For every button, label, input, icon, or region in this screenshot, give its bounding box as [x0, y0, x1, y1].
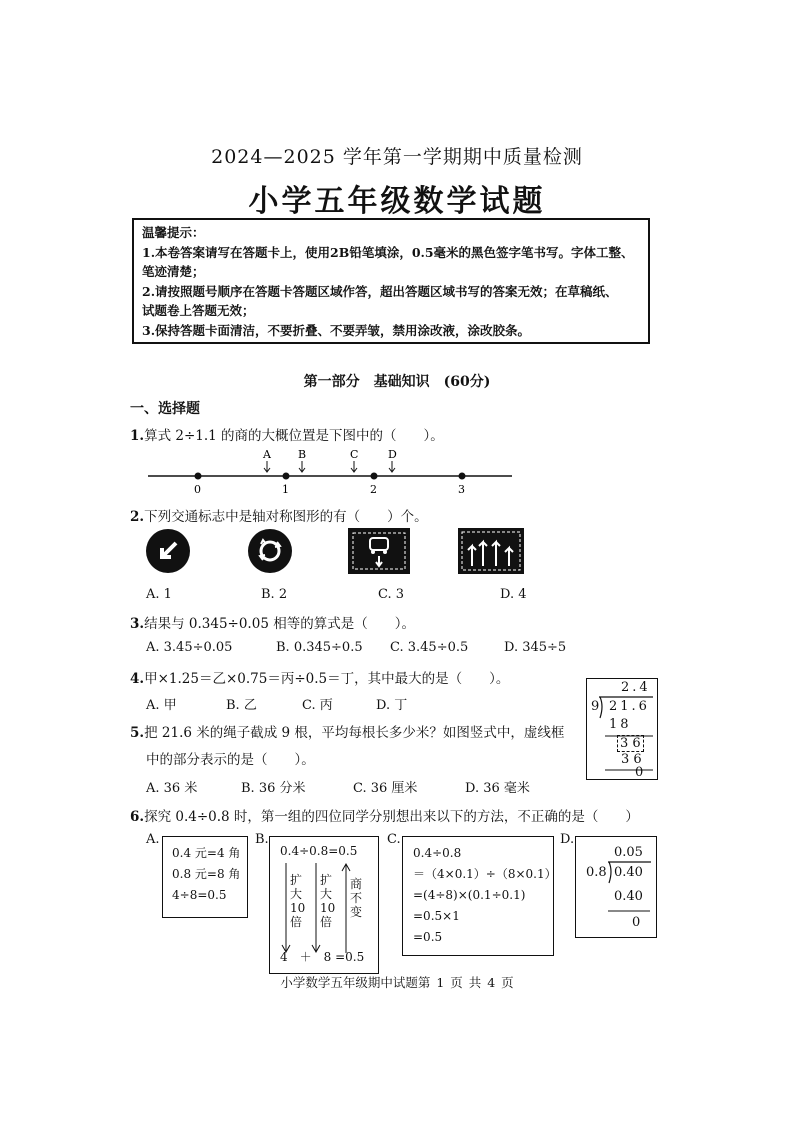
question-number: 2.	[130, 509, 145, 525]
option-b[interactable]: B. 2	[261, 587, 288, 602]
method-d-divisor: 0.8	[586, 865, 607, 880]
sign-vehicle-box-icon	[348, 528, 410, 574]
question-number: 3.	[130, 616, 145, 632]
option-d[interactable]: D. 丁	[376, 698, 408, 713]
arrow-label-2: 扩大10倍	[320, 873, 336, 929]
question-text: 结果与 0.345÷0.05 相等的算式是（ ）。	[144, 616, 415, 632]
tick-dot-2	[371, 473, 378, 480]
marker-label-a: A	[263, 448, 271, 461]
number-line	[140, 446, 520, 498]
question-3	[130, 612, 415, 632]
part-heading: 第一部分 基础知识 (60分)	[303, 374, 491, 390]
question-5-line-2: 中的部分表示的是（ ）。	[146, 752, 315, 768]
notice-line: 1.本卷答案请写在答题卡上，使用2B铅笔填涂，0.5毫米的黑色签字笔书写。字体工整、	[142, 244, 634, 260]
notice-line: 2.请按照题号顺序在答题卡答题区域作答，超出答题区域书写的答案无效；在草稿纸、	[142, 283, 618, 299]
page-footer: 小学数学五年级期中试题第 1 页 共 4 页	[280, 975, 514, 990]
question-2	[130, 505, 428, 525]
question-4	[130, 667, 509, 687]
question-number: 5.	[130, 725, 145, 741]
method-b-bottom: 4 ＋ 8 =0.5	[280, 950, 365, 964]
method-a-line: 0.4 元=4 角	[172, 846, 241, 860]
notice-line: 笔迹清楚；	[142, 264, 205, 279]
option-a[interactable]: A. 3.45÷0.05	[146, 640, 233, 655]
option-a[interactable]: A. 36 米	[146, 781, 198, 796]
option-b[interactable]: B. 乙	[226, 698, 257, 713]
step-2: 3 6	[621, 752, 642, 767]
method-c-line: =(4÷8)×(0.1÷0.1)	[413, 888, 526, 902]
notice-box	[132, 218, 650, 344]
tick-label-2: 2	[370, 483, 377, 496]
question-5	[130, 721, 564, 741]
sign-roundabout-icon	[247, 528, 293, 574]
option-c[interactable]: C. 36 厘米	[353, 781, 418, 796]
method-b-box	[269, 836, 379, 974]
method-a-line: 4÷8=0.5	[172, 888, 227, 902]
option-c[interactable]: C. 丙	[302, 698, 333, 713]
traffic-signs-row	[145, 528, 525, 574]
option-d[interactable]: D. 4	[500, 587, 527, 602]
quotient: 2.4	[621, 680, 651, 695]
method-d-remainder: 0	[632, 915, 641, 930]
divisor: 9	[591, 699, 600, 714]
notice-line: 试题卷上答题无效；	[142, 303, 255, 318]
option-a[interactable]: A. 1	[146, 587, 172, 602]
sign-lane-arrows-icon	[458, 528, 524, 574]
dashed-highlight-box: 3 6	[617, 735, 644, 752]
tick-dot-3	[459, 473, 466, 480]
question-text: 把 21.6 米的绳子截成 9 根，平均每根长多少米？如图竖式中，虚线框	[144, 725, 565, 741]
long-division-figure	[586, 678, 658, 780]
arrow-label-1: 扩大10倍	[290, 873, 306, 929]
tick-dot-0	[195, 473, 202, 480]
question-6	[130, 805, 639, 825]
dividend: 21.6	[609, 699, 650, 714]
question-number: 1.	[130, 428, 145, 444]
method-d-quotient: 0.05	[614, 845, 643, 860]
option-a-label[interactable]: A.	[146, 832, 160, 847]
tick-label-3: 3	[458, 483, 465, 496]
remainder: 0	[635, 765, 644, 780]
section-heading: 一、选择题	[130, 401, 200, 417]
marker-label-b: B	[298, 448, 307, 461]
marker-label-c: C	[350, 448, 359, 461]
exam-subtitle: 2024—2025 学年第一学期期中质量检测	[211, 146, 583, 168]
exam-title: 小学五年级数学试题	[248, 184, 546, 219]
question-text: 算式 2÷1.1 的商的大概位置是下图中的（ ）。	[144, 428, 444, 444]
question-text: 甲×1.25＝乙×0.75＝丙÷0.5＝丁，其中最大的是（ ）。	[144, 671, 510, 687]
question-2-options	[146, 587, 527, 602]
method-b-top: 0.4÷0.8=0.5	[280, 844, 358, 858]
tick-label-1: 1	[282, 483, 289, 496]
option-b[interactable]: B. 36 分米	[241, 781, 306, 796]
division-rule	[605, 768, 653, 772]
notice-heading: 温馨提示：	[142, 225, 205, 240]
question-1	[130, 424, 444, 444]
notice-line: 3.保持答题卡面清洁，不要折叠、不要弄皱，禁用涂改液，涂改胶条。	[142, 322, 531, 338]
option-d-label[interactable]: D.	[560, 832, 575, 847]
question-number: 4.	[130, 671, 145, 687]
option-c[interactable]: C. 3.45÷0.5	[390, 640, 469, 655]
question-3-options	[146, 640, 566, 655]
option-d[interactable]: D. 345÷5	[504, 640, 567, 655]
method-c-line: =0.5×1	[413, 909, 460, 923]
sign-diagonal-arrow-icon	[145, 528, 191, 574]
option-b-label[interactable]: B.	[255, 832, 269, 847]
method-c-line: ＝（4×0.1）÷（8×0.1）	[413, 867, 557, 881]
question-5-options	[146, 777, 530, 796]
option-a[interactable]: A. 甲	[146, 698, 177, 713]
question-number: 6.	[130, 809, 145, 825]
method-d-rule	[608, 909, 650, 913]
step-1: 18	[609, 717, 632, 732]
question-4-options	[146, 694, 407, 713]
question-text: 下列交通标志中是轴对称图形的有（ ）个。	[144, 509, 428, 525]
method-c-box	[402, 836, 557, 956]
method-c-line: =0.5	[413, 930, 443, 944]
option-c[interactable]: C. 3	[378, 587, 405, 602]
method-a-line: 0.8 元=8 角	[172, 867, 241, 881]
question-text: 探究 0.4÷0.8 时，第一组的四位同学分别想出来以下的方法，不正确的是（ ）	[144, 809, 639, 825]
arrow-label-3: 商不变	[350, 877, 363, 919]
method-a-box	[162, 836, 248, 918]
method-d-dividend: 0.40	[614, 865, 643, 880]
method-c-line: 0.4÷0.8	[413, 846, 462, 860]
option-b[interactable]: B. 0.345÷0.5	[276, 640, 363, 655]
tick-dot-1	[283, 473, 290, 480]
method-d-box	[575, 836, 657, 938]
marker-label-d: D	[388, 448, 397, 461]
tick-label-0: 0	[194, 483, 201, 496]
option-c-label[interactable]: C.	[387, 832, 401, 847]
option-d[interactable]: D. 36 毫米	[465, 781, 530, 796]
method-d-step: 0.40	[614, 889, 643, 904]
